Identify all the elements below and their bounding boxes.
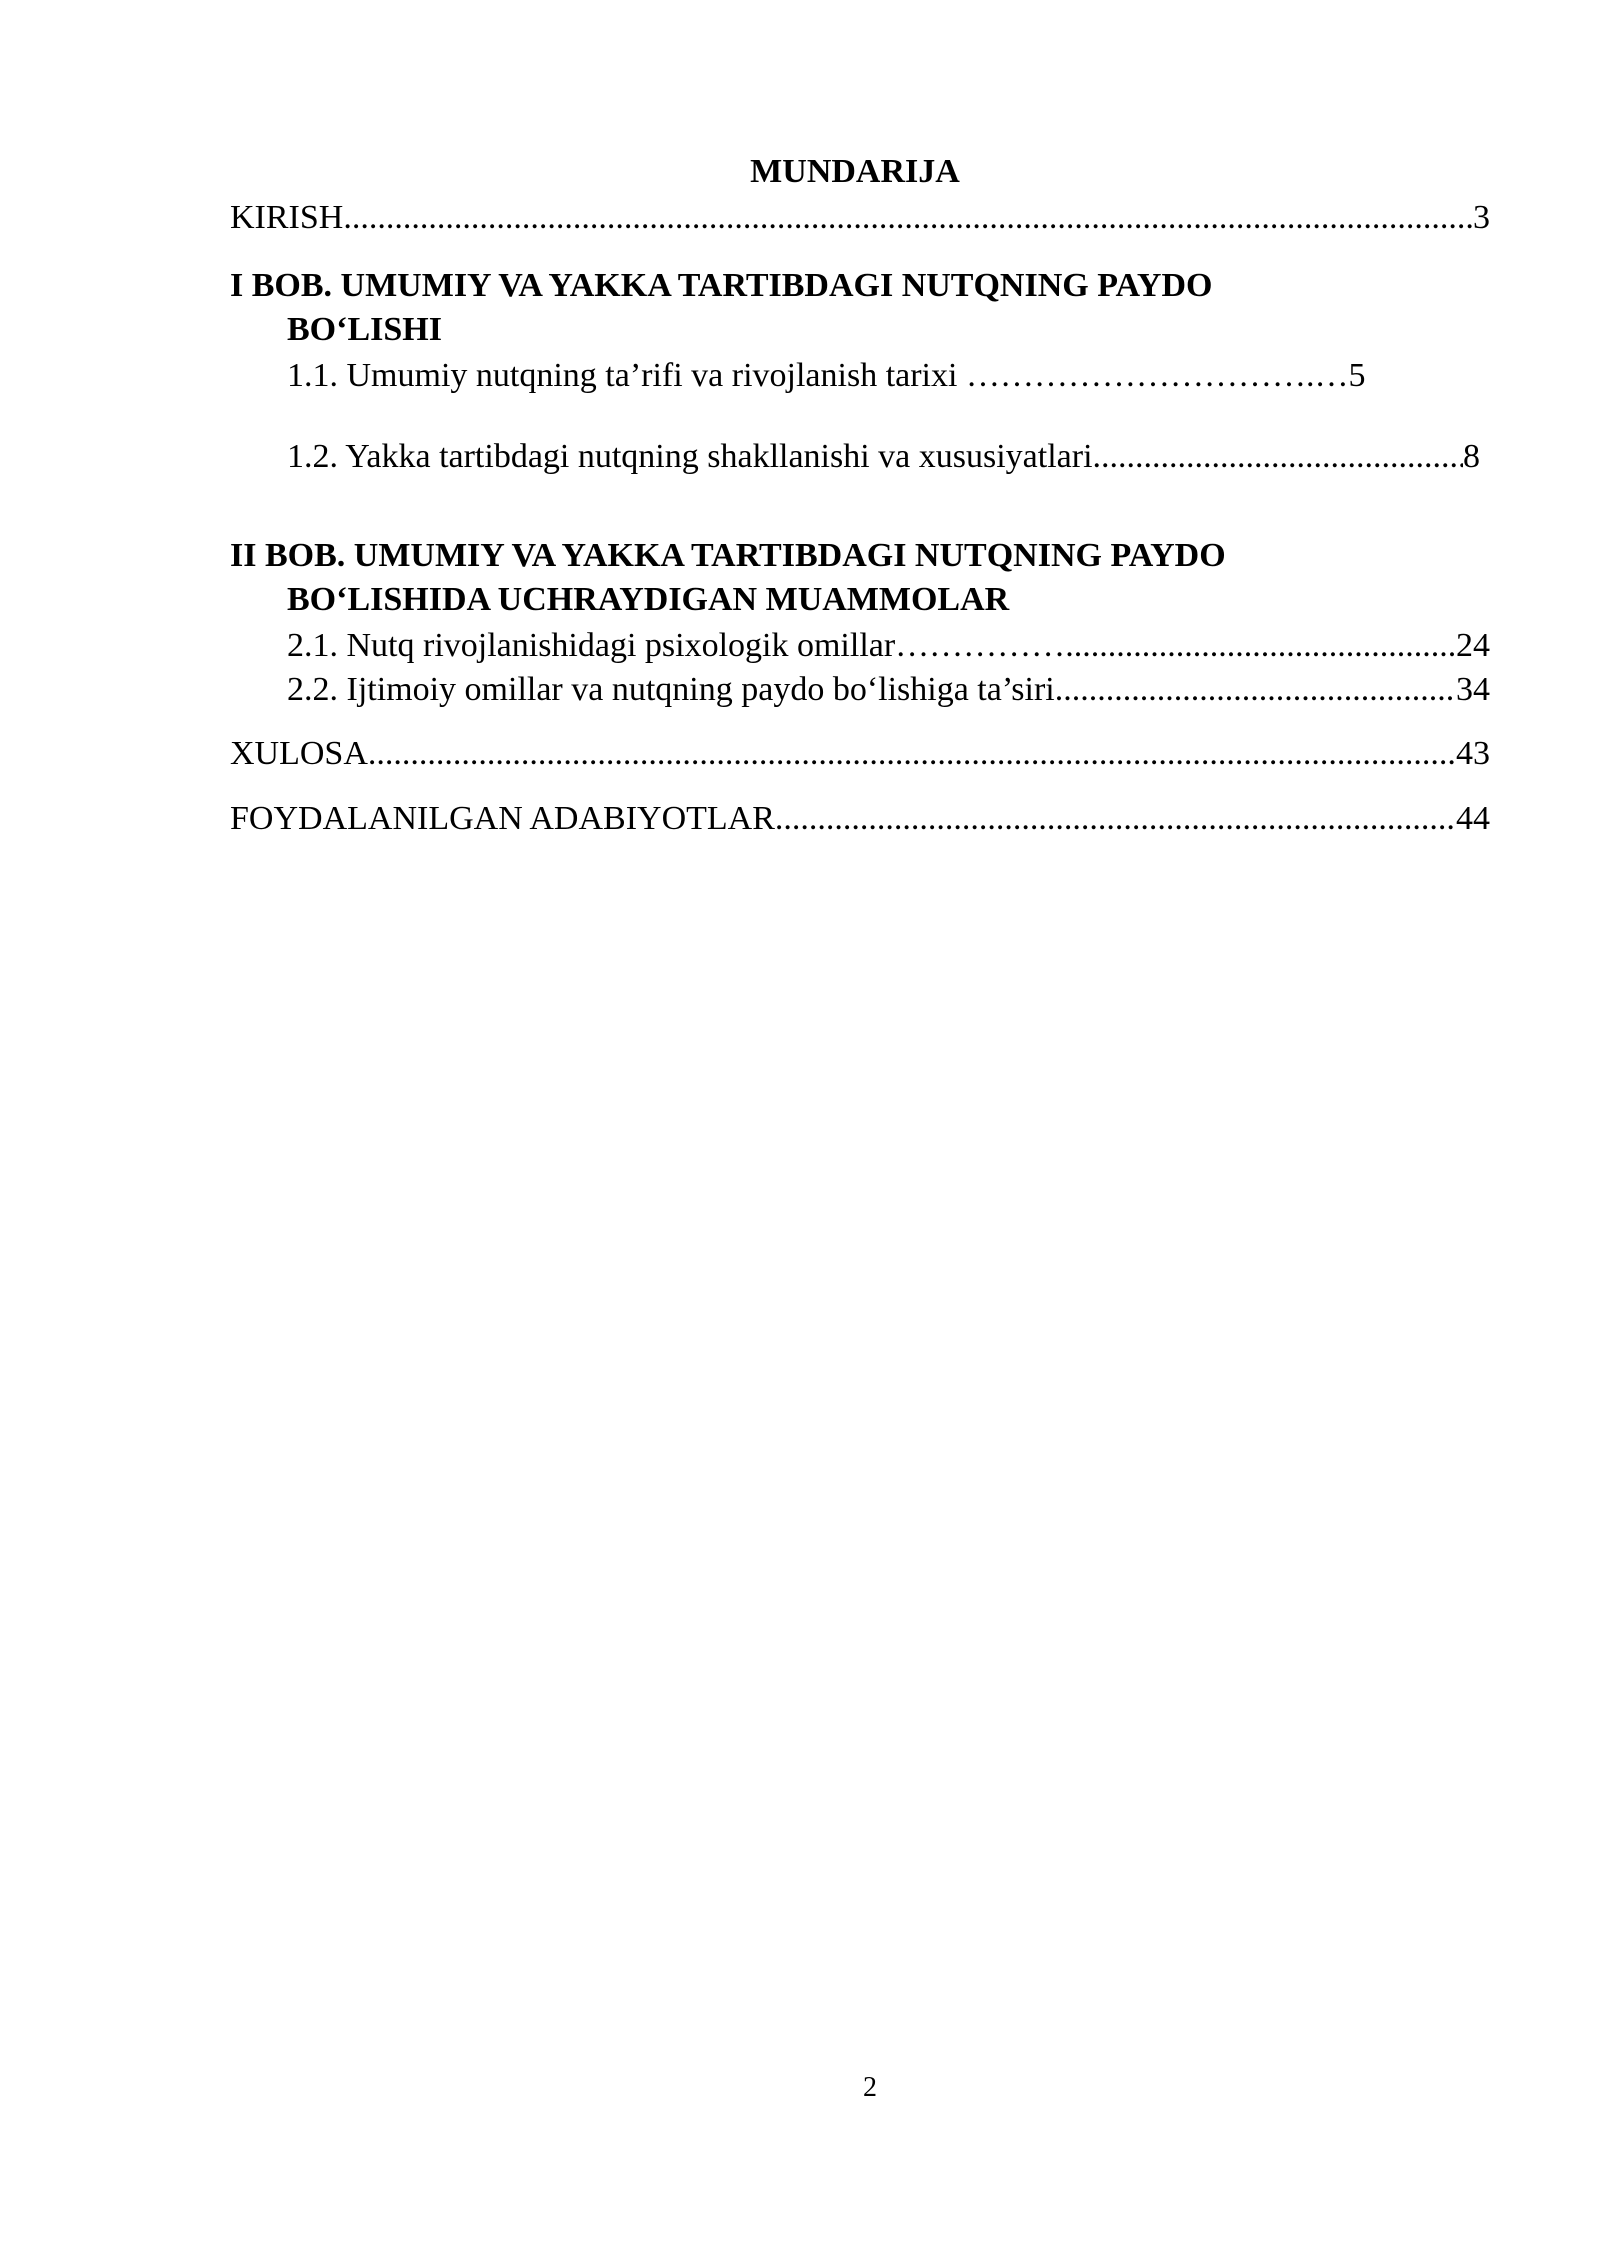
toc-entry-label: FOYDALANILGAN ADABIYOTLAR (230, 800, 775, 837)
dot-leader (1065, 624, 1456, 668)
toc-entry-label: 1.1. Umumiy nutqning ta’rifi va rivojlanish tarixi ………………………….… (287, 357, 1349, 394)
toc-entry-2-2[interactable] (287, 668, 1490, 712)
toc-entry-label: XULOSA (230, 735, 368, 772)
chapter-1-heading-line1: I BOB. UMUMIY VA YAKKA TARTIBDAGI NUTQNING PAYDO (230, 267, 1213, 304)
toc-entry-2-1[interactable] (287, 624, 1490, 668)
toc-page-number: 43 (1456, 735, 1490, 772)
toc-entry-adabiyotlar[interactable] (230, 797, 1490, 841)
chapter-2-heading[interactable] (230, 534, 1226, 622)
toc-page-number: 24 (1456, 627, 1490, 664)
dot-leader (368, 732, 1456, 776)
chapter-2-heading-line2: BO‘LISHIDA UCHRAYDIGAN MUAMMOLAR (287, 581, 1010, 618)
toc-entry-label: 2.2. Ijtimoiy omillar va nutqning paydo bo‘lishiga ta’siri (287, 671, 1055, 708)
chapter-1-heading-line2: BO‘LISHI (287, 311, 442, 348)
toc-entry-1-1[interactable] (287, 354, 1483, 398)
dot-leader (1093, 435, 1463, 479)
toc-entry-1-2[interactable] (287, 435, 1480, 479)
toc-entry-label: 1.2. Yakka tartibdagi nutqning shakllanishi va xususiyatlari (287, 438, 1093, 475)
toc-page-number: 8 (1463, 438, 1480, 475)
toc-page-number: 34 (1456, 671, 1490, 708)
toc-page-number: 44 (1456, 800, 1490, 837)
toc-entry-label: KIRISH (230, 199, 344, 236)
dot-leader (343, 196, 1473, 240)
page-number: 2 (863, 2072, 877, 2103)
toc-page-number: 5 (1348, 357, 1366, 394)
chapter-2-heading-line1: II BOB. UMUMIY VA YAKKA TARTIBDAGI NUTQNING PAYDO (230, 537, 1226, 574)
dot-leader (775, 797, 1456, 841)
toc-entry-label: 2.1. Nutq rivojlanishidagi psixologik omillar…………… (287, 627, 1066, 664)
chapter-1-heading[interactable] (230, 264, 1212, 352)
dot-leader (1055, 668, 1456, 712)
toc-entry-kirish[interactable] (230, 196, 1490, 240)
toc-page-number: 3 (1473, 199, 1490, 236)
toc-entry-xulosa[interactable] (230, 732, 1490, 776)
toc-title: MUNDARIJA (750, 153, 960, 190)
